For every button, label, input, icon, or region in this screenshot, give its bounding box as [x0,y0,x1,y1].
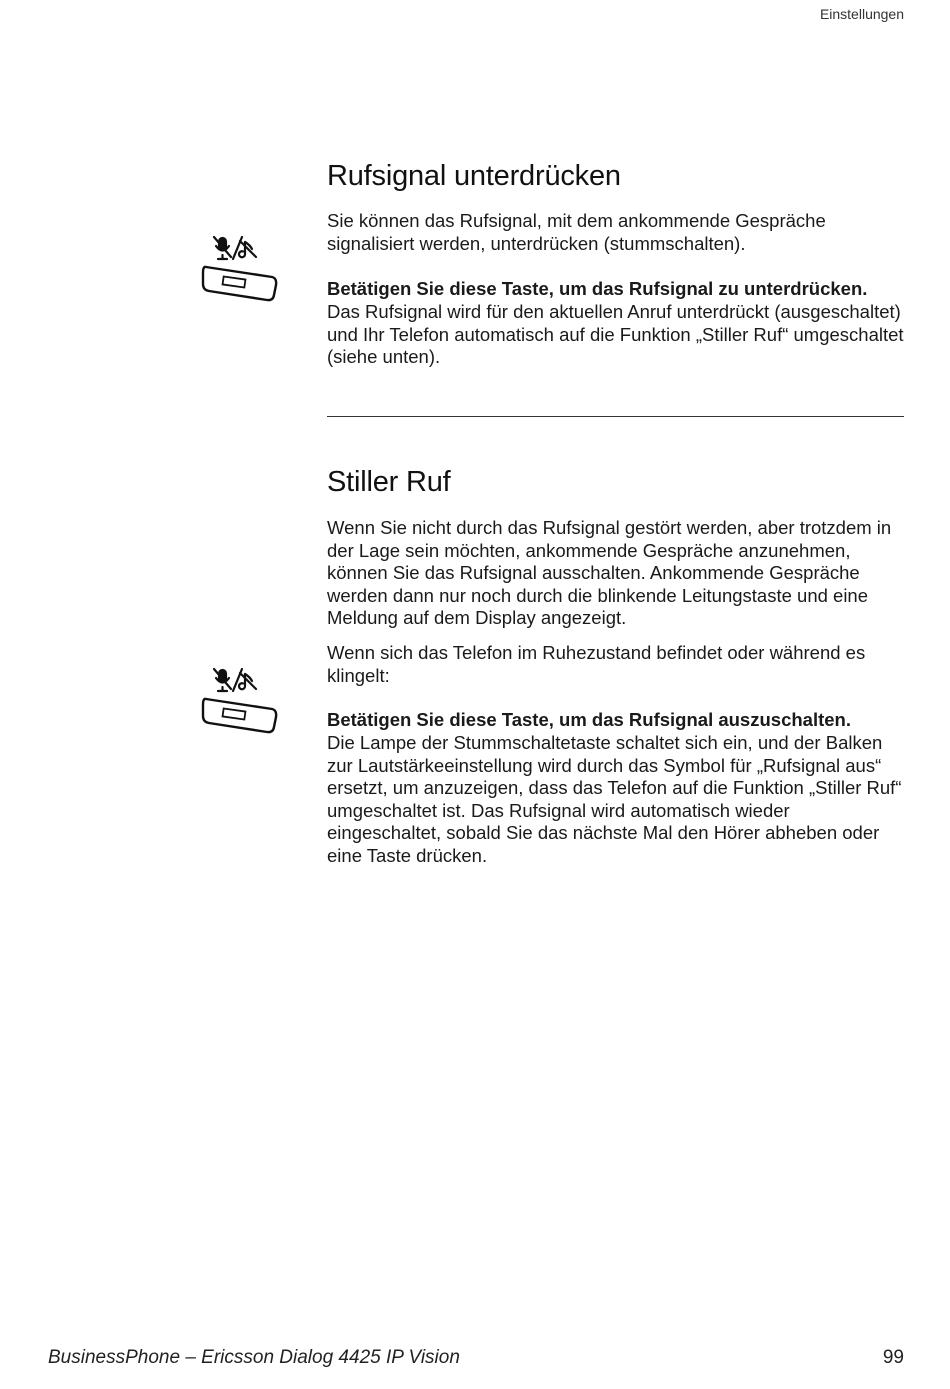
section2-instruction: Betätigen Sie diese Taste, um das Rufsignal auszuschalten. [327,709,851,730]
section2-condition: Wenn sich das Telefon im Ruhezustand befindet oder während es klingelt: [327,642,866,686]
page-number: 99 [882,1347,904,1368]
section-divider [327,416,904,417]
section1-explanation: Das Rufsignal wird für den aktuellen Anruf unterdrückt (ausgeschaltet) und Ihr Telefon automatisch auf die Funktion „Stiller Ruf“ umgeschaltet (siehe unten). [327,301,904,368]
section-title-rufsignal-unterdruecken: Rufsignal unterdrücken [327,160,621,192]
section2-intro: Wenn Sie nicht durch das Rufsignal gestört werden, aber trotzdem in der Lage sein möchten, ankommende Gespräche anzunehmen, können Sie das Rufsignal ausschalten. Ankommende Gespräche werden dann nur noch durch die blinkende Leitungstaste und eine Meldung auf dem Display angezeigt. [327,517,892,629]
footer-title: BusinessPhone – Ericsson Dialog 4425 IP Vision [48,1347,460,1368]
section1-intro: Sie können das Rufsignal, mit dem ankommende Gespräche signalisiert werden, unterdrücken (stummschalten). [327,210,826,254]
section1-instruction: Betätigen Sie diese Taste, um das Rufsignal zu unterdrücken. [327,278,868,299]
section-title-stiller-ruf: Stiller Ruf [327,466,451,498]
mute-ring-key-icon [200,665,280,737]
mute-ring-key-icon [200,233,280,305]
section2-explanation: Die Lampe der Stummschaltetaste schaltet sich ein, und der Balken zur Lautstärkeeinstellung wird durch das Symbol für „Rufsignal aus“ ersetzt, um anzuzeigen, dass das Telefon auf die Funktion „Stiller Ruf“ umgeschaltet ist. Das Rufsignal wird automatisch wieder eingeschaltet, sobald Sie das nächste Mal den Hörer abheben oder eine Taste drücken. [327,732,902,866]
running-header: Einstellungen [819,6,904,22]
